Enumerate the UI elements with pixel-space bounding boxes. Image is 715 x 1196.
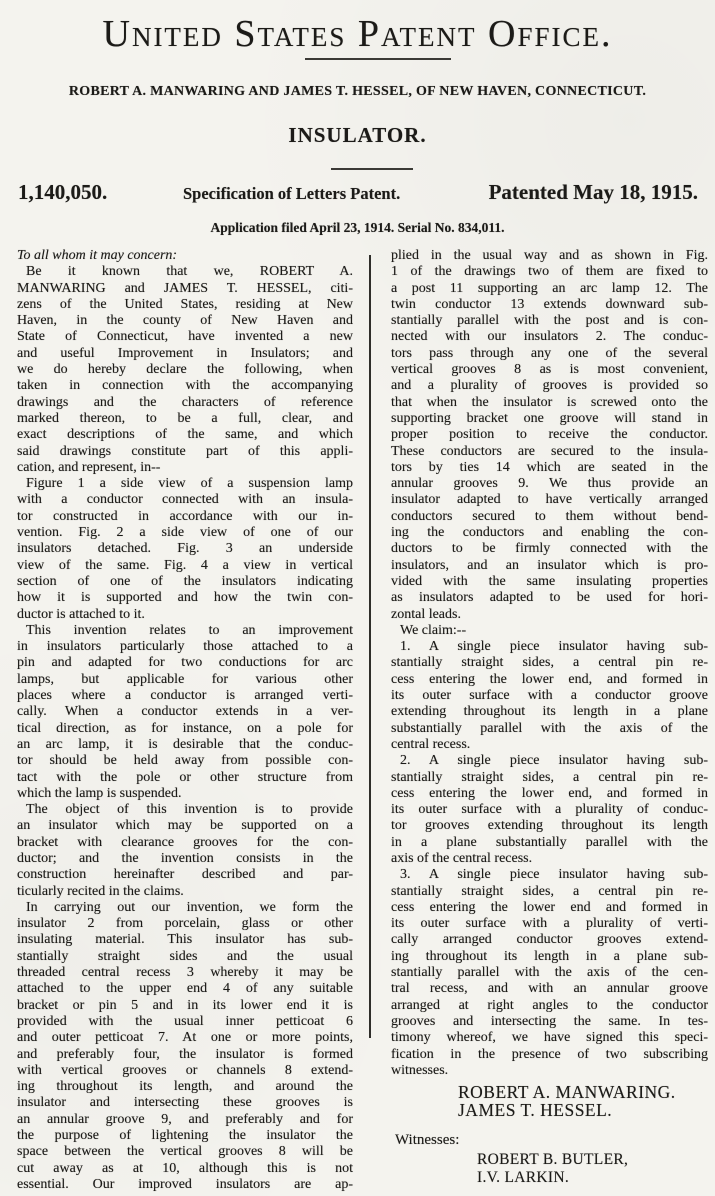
text-line: MANWARING and JAMES T. HESSEL, citi- [17,280,353,296]
witness-name-line: I.V. LARKIN. [477,1168,570,1186]
text-line: 1 of the drawings two of them are fixed to [391,264,708,280]
text-line: provided with the usual inner petticoat 6 [17,1013,353,1029]
text-line: space between the vertical grooves 8 will be [17,1144,353,1160]
text-line: view of the same. Fig. 4 a view in vertical [17,557,353,573]
text-line: in insulators particularly those attached to a [17,639,353,655]
text-line: ductor is attached to it. [17,606,145,622]
text-line: ticularly recited in the claims. [17,883,184,899]
text-line: as insulators adapted to be used for hori- [391,590,708,606]
text-line: These conductors are secured to the insula- [391,443,708,459]
witness-name-line: ROBERT B. BUTLER, [477,1151,629,1168]
text-line: stantially straight sides, a central pin re- [391,883,708,899]
text-line: tors by ties 14 which are seated in the [391,459,708,475]
text-line: lamps, but applicable for various other [17,671,353,687]
text-line: 3. A single piece insulator having sub- [400,867,708,883]
left-column [17,248,353,1193]
inventors-line: ROBERT A. MANWARING AND JAMES T. HESSEL, OF NEW HAVEN, CONNECTICUT. [68,84,647,99]
page-title: United States Patent Office. [102,13,613,55]
text-line: supporting bracket one groove will stand in [391,410,708,426]
specification-label: Specification of Letters Patent. [183,184,401,203]
text-line: and preferably four, the insulator is formed [17,1046,353,1062]
signature-line: ROBERT A. MANWARING. [458,1082,676,1102]
text-line: insulator and intersecting these grooves is [17,1095,353,1111]
witnesses-label: Witnesses: [395,1132,460,1148]
text-line: vided with the same insulating properties [391,573,708,589]
text-line: drawings and the characters of reference [17,394,353,410]
text-line: substantially parallel with the axis of the [391,720,708,736]
text-line: cally arranged conductor grooves extend- [391,932,708,948]
text-line: 2. A single piece insulator having sub- [400,753,708,769]
text-line: insulators, and an insulator which is pro- [391,557,708,573]
text-line: cess entering the lower end, and formed in [391,785,708,801]
text-line: The object of this invention is to provide [26,802,353,818]
text-line: and useful Improvement in Insulators; and [17,345,353,361]
text-line: This invention relates to an improvement [26,622,353,638]
text-line: bracket or pin 5 and in its lower end it is [17,997,353,1013]
text-line: timony whereof, we have signed this speci- [391,1030,708,1046]
text-line: its outer surface with a plurality of conduc- [391,802,708,818]
text-line: insulators detached. Fig. 3 an underside [17,541,353,557]
text-line: and a plurality of grooves is provided so [391,378,708,394]
text-line: threaded central recess 3 whereby it may be [17,965,353,981]
patented-date: Patented May 18, 1915. [488,180,698,204]
text-line: an insulator which may be supported on a [17,818,353,834]
text-line: Haven, in the county of New Haven and [17,313,353,329]
text-line: zens of the United States, residing at New [17,296,353,312]
text-line: tact with the pole or other structure from [17,769,353,785]
text-line: tor constructed in accordance with our in- [17,508,353,524]
text-line: attached to the upper end 4 of any suitable [17,981,353,997]
text-line: conductors secured to them without bend- [391,508,708,524]
title-rule [305,58,451,60]
text-line: witnesses. [391,1062,449,1078]
text-line: 1. A single piece insulator having sub- [400,639,708,655]
text-line: zontal leads. [391,606,461,622]
text-line: an annular groove 9, and preferably and for [17,1111,353,1127]
application-filing-line: Application filed April 23, 1914. Serial No. 834,011. [210,220,505,235]
text-line: Be it known that we, ROBERT A. [26,264,353,280]
text-line: section of one of the insulators indicating [17,573,353,589]
text-line: Figure 1 a side view of a suspension lamp [26,476,353,492]
text-line: plied in the usual way and as shown in Fig. [391,248,708,263]
text-line: central recess. [391,736,471,752]
text-line: fication in the presence of two subscribing [391,1046,708,1062]
text-line: axis of the central recess. [391,850,533,866]
text-line: insulator 2 from porcelain, glass or other [17,916,353,932]
text-line: tors pass through any one of the several [391,345,708,361]
text-line: tral recess, and with an annular groove [391,981,708,997]
signature-line: JAMES T. HESSEL. [458,1100,613,1120]
text-line: a post 11 supporting an arc lamp 12. The [391,280,708,296]
text-line: annular grooves 9. We thus provide an [391,476,708,492]
text-line: exact descriptions of the same, and which [17,427,353,443]
text-line: ing throughout its length, and around the [17,1079,353,1095]
inventor-signatures [458,1083,676,1119]
column-divider-rule [369,255,371,1038]
invention-title: INSULATOR. [288,123,427,147]
patent-number: 1,140,050. [18,180,108,204]
witness-signatures [477,1151,628,1186]
text-line: and outer petticoat 7. At one or more points, [17,1030,353,1046]
text-line: taken in connection with the accompanying [17,378,353,394]
text-line: cess entering the lower end, and formed in [391,671,708,687]
text-line: We claim:-- [400,622,467,638]
text-line: stantially parallel with the post and is con- [391,313,708,329]
text-line: said drawings constitute part of this appli- [17,443,353,459]
text-line: tical direction, as for instance, on a pole for [17,720,353,736]
invention-title-rule [331,168,413,170]
text-line: cally. When a conductor extends in a ver- [17,704,353,720]
text-line: tor should be held away from possible con- [17,753,353,769]
text-line: proper position to receive the conductor. [391,427,708,443]
text-line: its outer surface with a conductor groove [391,688,708,704]
text-line: grooves and intersecting the same. In tes- [391,1013,708,1029]
text-line: how it is supported and how the twin con- [17,590,353,606]
text-line: pin and adapted for two conductions for arc [17,655,353,671]
text-line: with vertical grooves or channels 8 extend- [17,1062,353,1078]
text-line: ductor; and the invention consists in the [17,850,353,866]
text-line: marked thereon, to be a full, clear, and [17,410,353,426]
text-line: stantially parallel with the axis of the cen- [391,965,708,981]
text-line: nected with our insulators 2. The conduc- [391,329,708,345]
right-column [391,248,708,1079]
text-line: In carrying out our invention, we form the [26,899,353,915]
text-line: places where a conductor is arranged verti- [17,688,353,704]
text-line: bracket with clearance grooves for the con- [17,834,353,850]
text-line: with a conductor connected with an insula- [17,492,353,508]
text-line: essential. Our improved insulators are ap- [17,1176,353,1192]
text-line: insulator adapted to have vertically arranged [391,492,708,508]
text-line: cess entering the lower end and formed in [391,899,708,915]
text-line: cation, and represent, in-- [17,459,161,475]
text-line: stantially straight sides, a central pin re- [391,769,708,785]
text-line: which the lamp is suspended. [17,785,182,801]
text-line: construction hereinafter described and par- [17,867,353,883]
text-line: ductors to be firmly connected with the [391,541,708,557]
text-line: To all whom it may concern: [17,248,178,263]
text-line: cut away as at 10, although this is not [17,1160,353,1176]
text-line: insulating material. This insulator has sub- [17,932,353,948]
text-line: extending throughout its length in a plane [391,704,708,720]
text-line: we do hereby declare the following, when [17,362,353,378]
text-line: in a plane substantially parallel with the [391,834,708,850]
text-line: twin conductor 13 extends downward sub- [391,296,708,312]
text-line: arranged at right angles to the conductor [391,997,708,1013]
text-line: vention. Fig. 2 a side view of one of our [17,525,353,541]
text-line: that when the insulator is screwed onto the [391,394,708,410]
text-line: stantially straight sides and the usual [17,948,353,964]
text-line: ing throughout its length in a plane sub- [391,948,708,964]
text-line: ing the conductors and enabling the con- [391,525,708,541]
text-line: its outer surface with a plurality of verti- [391,916,708,932]
text-line: the purpose of lightening the insulator the [17,1128,353,1144]
text-line: tor grooves extending throughout its length [391,818,708,834]
text-line: stantially straight sides, a central pin re- [391,655,708,671]
text-line: State of Connecticut, have invented a new [17,329,353,345]
text-line: vertical grooves 8 as is most convenient, [391,362,708,378]
text-line: an arc lamp, it is desirable that the conduc- [17,736,353,752]
